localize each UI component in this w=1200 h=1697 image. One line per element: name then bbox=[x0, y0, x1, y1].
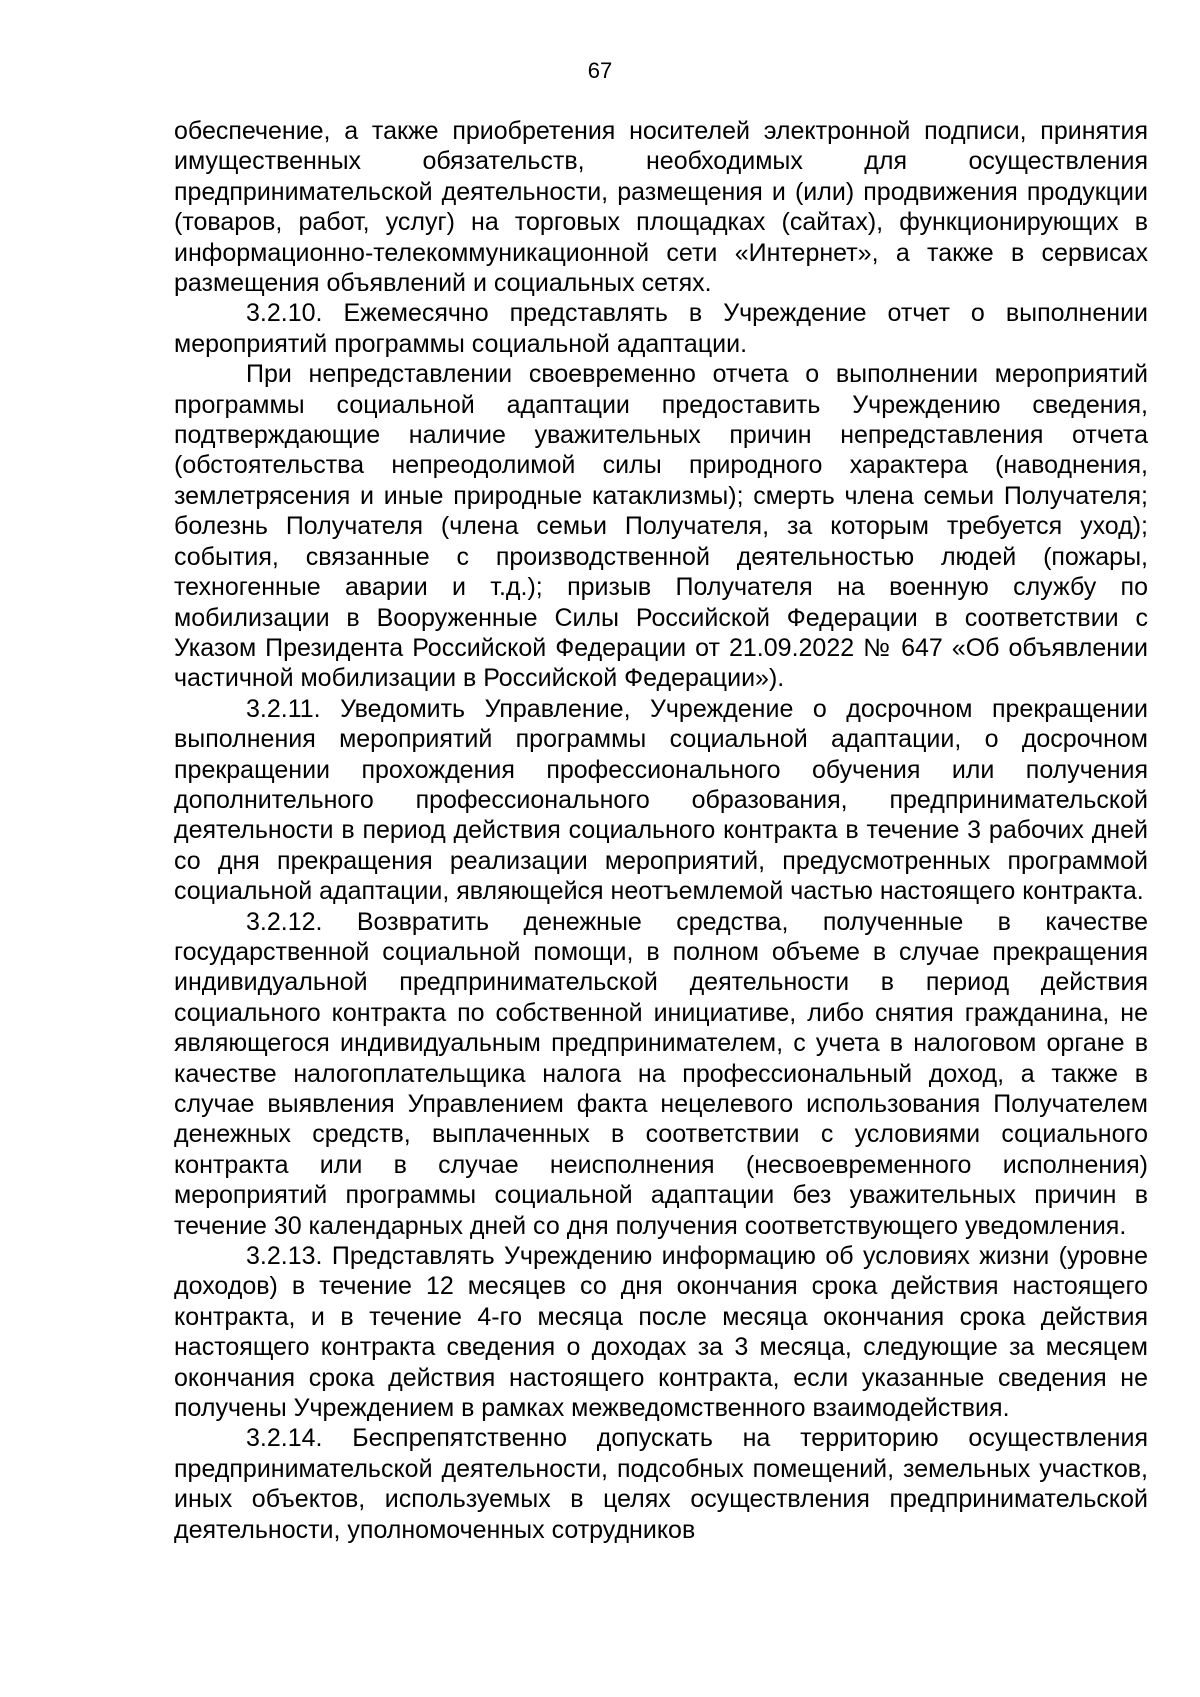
paragraph-3-2-11: 3.2.11. Уведомить Управление, Учреждение о досрочном прекращении выполнения мероприятий программы социальной адаптации, о досрочном прекращении прохождения профессионального обучения или получения дополнительного профессионального образования, предпринимательской деятельности в период действия социального контракта в течение 3 рабочих дней со дня прекращения реализации мероприятий, предусмотренных программой социальной адаптации, являющейся неотъемлемой частью настоящего контракта. bbox=[174, 694, 1148, 906]
paragraph-3-2-10: 3.2.10. Ежемесячно представлять в Учреждение отчет о выполнении мероприятий программы социальной адаптации. bbox=[174, 299, 1148, 358]
paragraph-3-2-12: 3.2.12. Возвратить денежные средства, полученные в качестве государственной социальной помощи, в полном объеме в случае прекращения индивидуальной предпринимательской деятельности в период действия социального контракта по собственной инициативе, либо снятия гражданина, не являющегося индивидуальным предпринимателем, с учета в налоговом органе в качестве налогоплательщика налога на профессиональный доход, а также в случае выявления Управлением факта нецелевого использования Получателем денежных средств, выплаченных в соответствии с условиями социального контракта или в случае неисполнения (несвоевременного исполнения) мероприятий программы социальной адаптации без уважительных причин в течение 30 календарных дней со дня получения соответствующего уведомления. bbox=[174, 907, 1148, 1240]
paragraph-continuation: обеспечение, а также приобретения носителей электронной подписи, принятия имущественных обязательств, необходимых для осуществления предпринимательской деятельности, размещения и (или) продвижения продукции (товаров, работ, услуг) на торговых площадках (сайтах), функционирующих в информационно-телекоммуникационной сети «Интернет», а также в сервисах размещения объявлений и социальных сетях. bbox=[174, 117, 1148, 298]
paragraph-3-2-13: 3.2.13. Представлять Учреждению информацию об условиях жизни (уровне доходов) в течение 12 месяцев со дня окончания срока действия настоящего контракта, и в течение 4-го месяца после месяца окончания срока действия настоящего контракта сведения о доходах за 3 месяца, следующие за месяцем окончания срока действия настоящего контракта, если указанные сведения не получены Учреждением в рамках межведомственного взаимодействия. bbox=[174, 1242, 1148, 1423]
page-number: 67 bbox=[587, 58, 613, 83]
paragraph-3-2-14: 3.2.14. Беспрепятственно допускать на территорию осуществления предпринимательской деятельности, подсобных помещений, земельных участков, иных объектов, используемых в целях осуществления предпринимательской деятельности, уполномоченных сотрудников bbox=[174, 1424, 1148, 1544]
document-body bbox=[174, 116, 1148, 1545]
paragraph-report-absence: При непредставлении своевременно отчета о выполнении мероприятий программы социальной адаптации предоставить Учреждению сведения, подтверждающие наличие уважительных причин непредставления отчета (обстоятельства непреодолимой силы природного характера (наводнения, землетрясения и иные природные катаклизмы); смерть члена семьи Получателя; болезнь Получателя (члена семьи Получателя, за которым требуется уход); события, связанные с производственной деятельностью людей (пожары, техногенные аварии и т.д.); призыв Получателя на военную службу по мобилизации в Вооруженные Силы Российской Федерации в соответствии с Указом Президента Российской Федерации от 21.09.2022 № 647 «Об объявлении частичной мобилизации в Российской Федерации»). bbox=[174, 360, 1148, 693]
